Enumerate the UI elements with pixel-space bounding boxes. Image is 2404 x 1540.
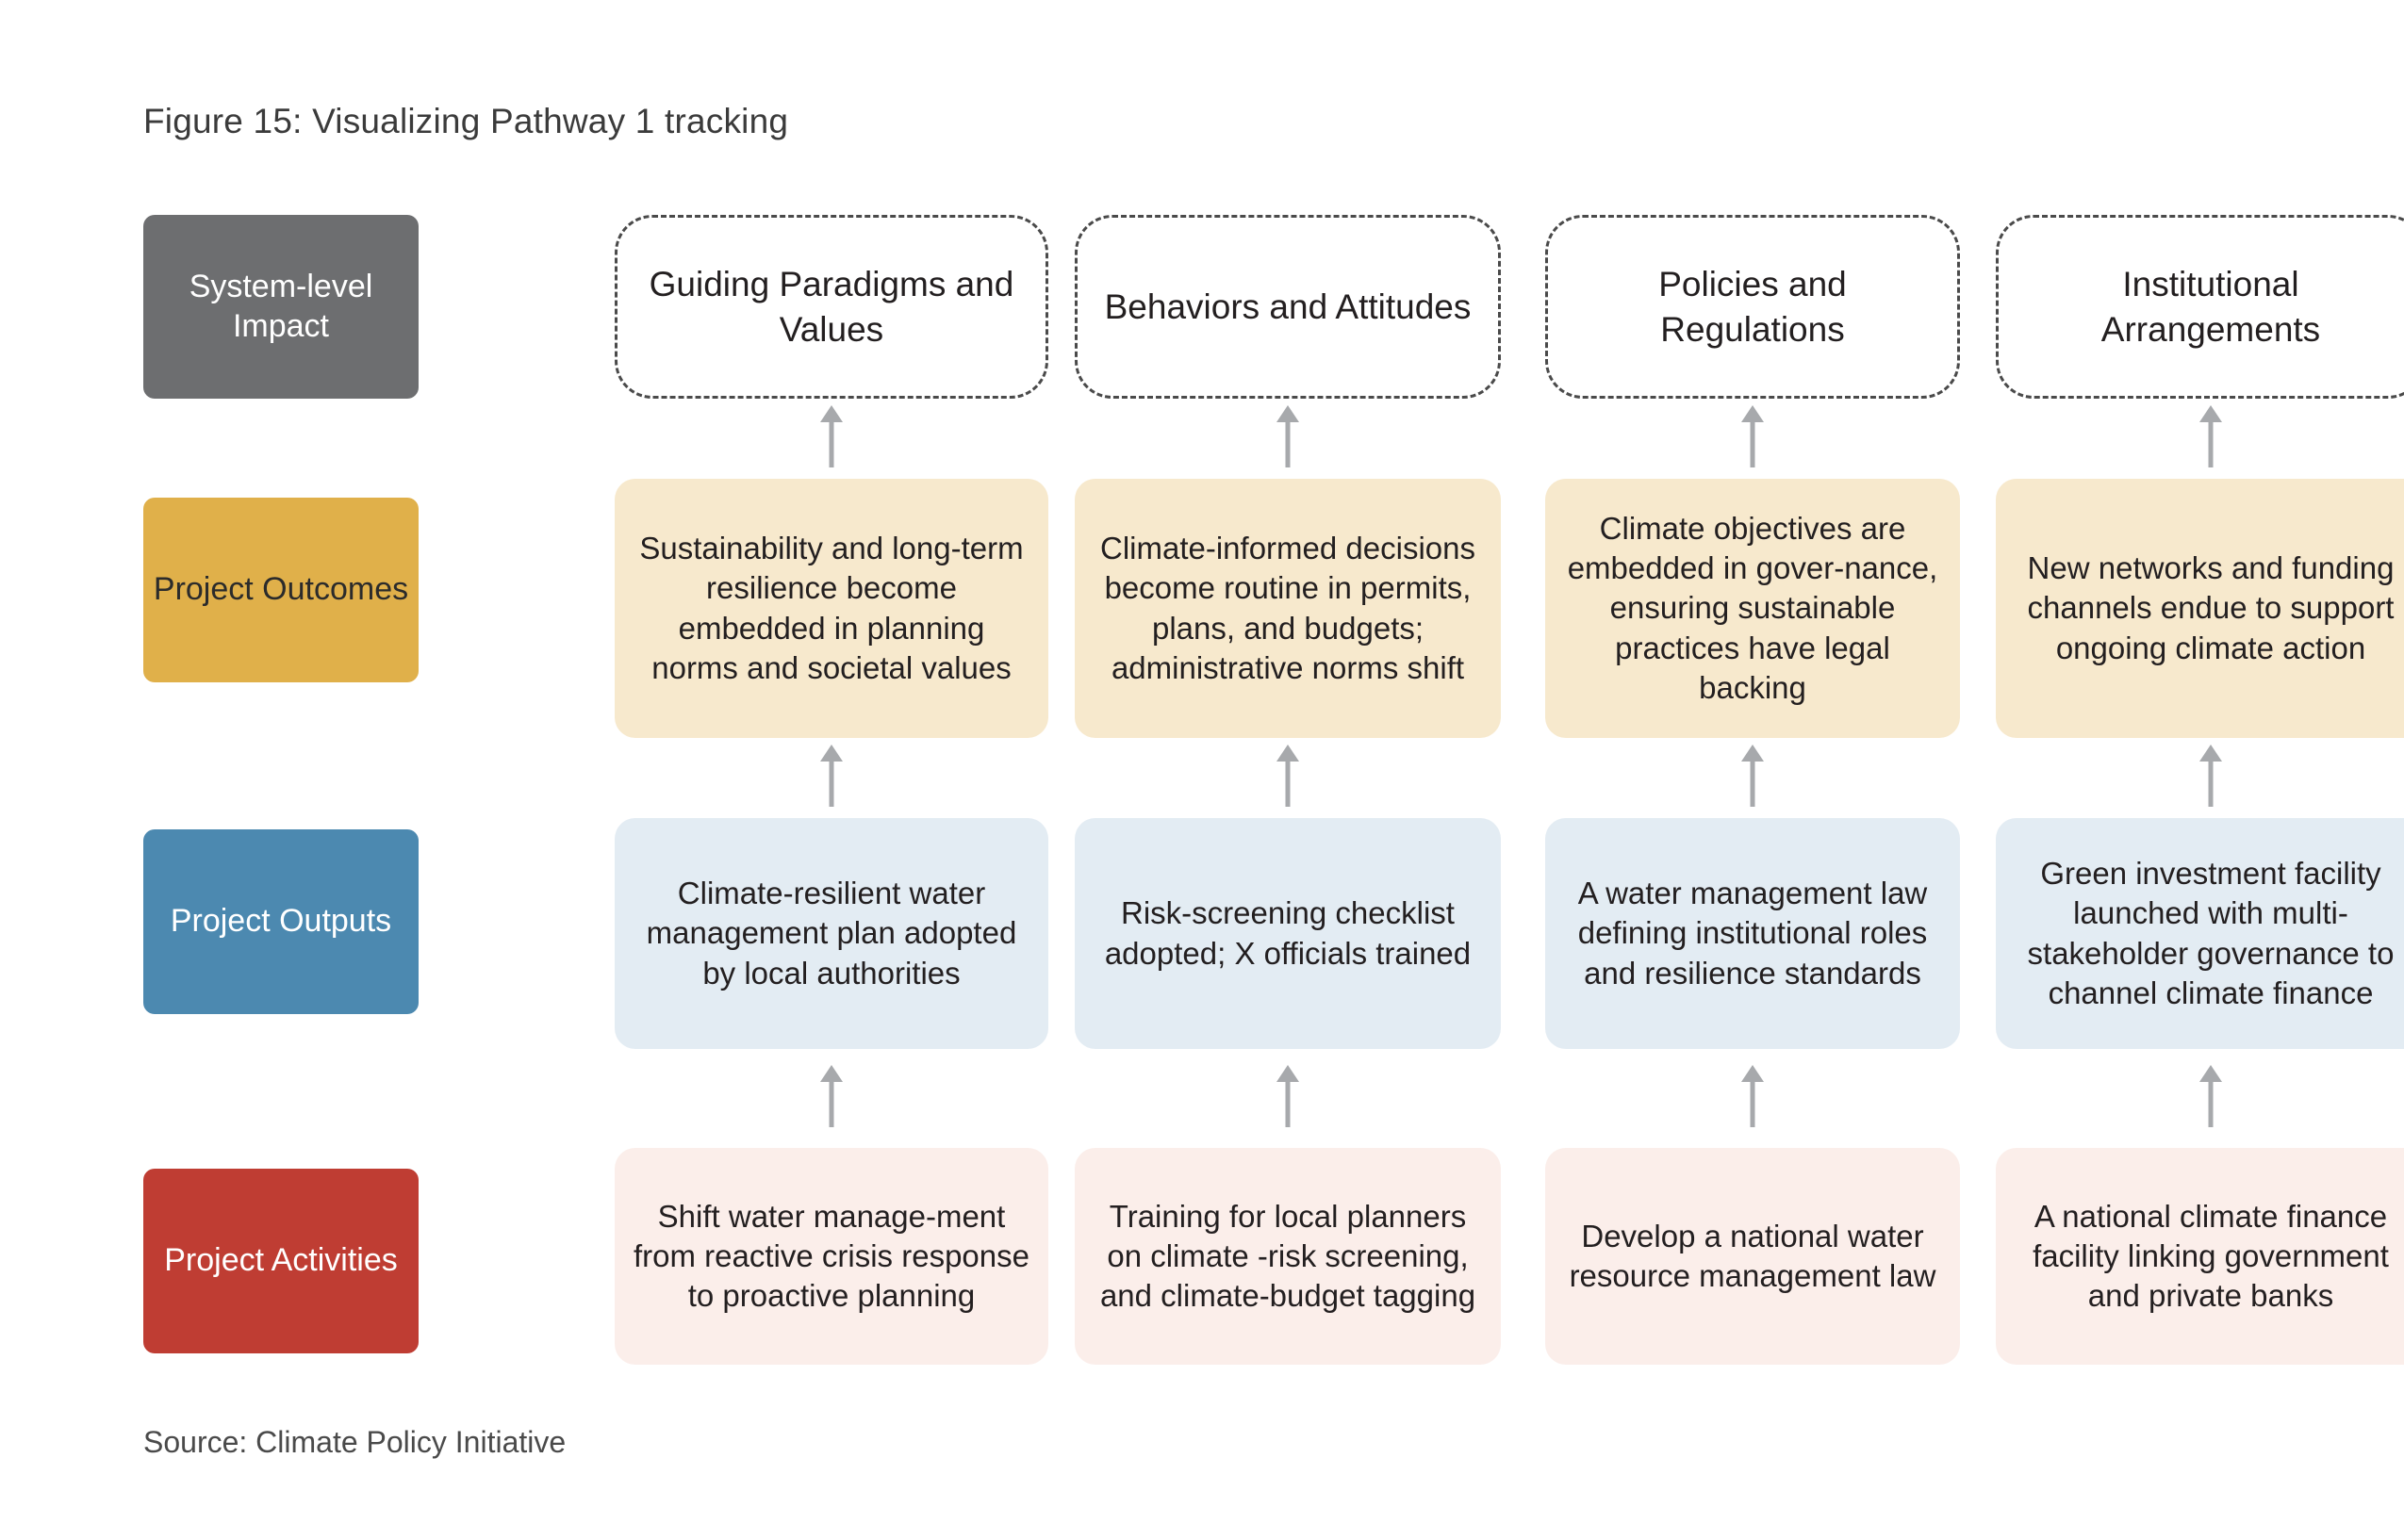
row-label-project-activities: Project Activities [143,1169,419,1353]
cell-outcome-policies-regulations: Climate objectives are embedded in gover-nance, ensuring sustainable practices have legal backing [1545,479,1960,738]
arrow-up-icon [1269,743,1307,807]
cell-outcome-guiding-paradigms: Sustainability and long-term resilience become embedded in planning norms and societal values [615,479,1048,738]
cell-outcome-institutional-arrangements: New networks and funding channels endue to support ongoing climate action [1996,479,2404,738]
row-label-system-level-impact: System-level Impact [143,215,419,399]
cell-outcome-behaviors-attitudes: Climate-informed decisions become routine in permits, plans, and budgets; administrative norms shift [1075,479,1501,738]
pathway-diagram-grid [143,215,2395,1365]
row-project-outputs [143,818,2395,1049]
figure-title: Figure 15: Visualizing Pathway 1 tracking [143,102,789,140]
arrow-up-icon [1734,403,1771,467]
cell-output-behaviors-attitudes: Risk-screening checklist adopted; X officials trained [1075,818,1501,1049]
row-label-project-outputs: Project Outputs [143,829,419,1014]
arrow-up-icon [1734,1063,1771,1127]
cell-output-institutional-arrangements: Green investment facility launched with multi-stakeholder governance to channel climate finance [1996,818,2404,1049]
cell-activity-policies-regulations: Develop a national water resource management law [1545,1148,1960,1365]
cell-activity-behaviors-attitudes: Training for local planners on climate -risk screening, and climate-budget tagging [1075,1148,1501,1365]
arrow-up-icon [813,403,850,467]
cell-activity-institutional-arrangements: A national climate finance facility linking government and private banks [1996,1148,2404,1365]
arrow-up-icon [1269,403,1307,467]
arrow-up-icon [2192,403,2230,467]
row-label-project-outcomes: Project Outcomes [143,498,419,682]
arrow-up-icon [2192,1063,2230,1127]
row-project-activities [143,1148,2389,1365]
row-system-level-impact [143,215,2321,399]
cell-output-policies-regulations: A water management law defining institutional roles and resilience standards [1545,818,1960,1049]
cell-system-policies-regulations: Policies and Regulations [1545,215,1960,399]
arrow-up-icon [1734,743,1771,807]
cell-system-behaviors-attitudes: Behaviors and Attitudes [1075,215,1501,399]
figure-source: Source: Climate Policy Initiative [143,1425,567,1459]
row-project-outcomes [143,479,2395,738]
arrow-up-icon [813,1063,850,1127]
arrow-up-icon [813,743,850,807]
cell-activity-guiding-paradigms: Shift water manage-ment from reactive crisis response to proactive planning [615,1148,1048,1365]
arrow-up-icon [1269,1063,1307,1127]
cell-output-guiding-paradigms: Climate-resilient water management plan adopted by local authorities [615,818,1048,1049]
cell-system-guiding-paradigms: Guiding Paradigms and Values [615,215,1048,399]
arrow-up-icon [2192,743,2230,807]
cell-system-institutional-arrangements: Institutional Arrangements [1996,215,2404,399]
